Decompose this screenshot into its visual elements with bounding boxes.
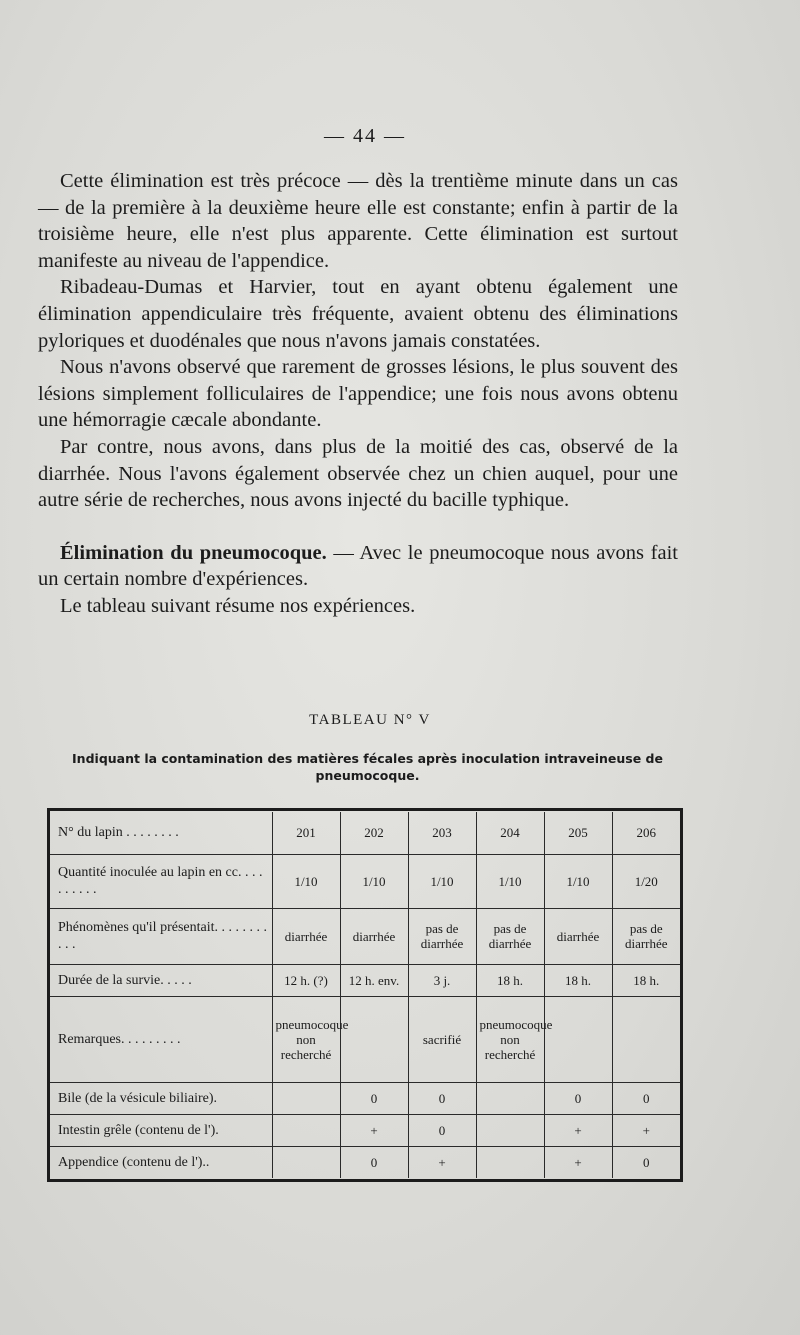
- table-cell: [272, 1146, 340, 1178]
- table-cell: [544, 996, 612, 1082]
- row-label: N° du lapin . . . . . . . .: [50, 812, 272, 854]
- section-text: — Avec le pneumocoque nous avons fait un certain nombre d'expériences.: [38, 541, 678, 591]
- paragraph-lesions: Nous n'avons observé que rarement de grosses lésions, le plus souvent des lésions simplement folliculaires de l'appendice; une fois nous avons obtenu une hémorragie cæcale abondante.: [38, 356, 678, 432]
- table-row: [50, 1082, 680, 1114]
- row-label: Intestin grêle (contenu de l').: [50, 1114, 272, 1146]
- table-cell: 1/10: [340, 854, 408, 908]
- table-cell: 1/10: [408, 854, 476, 908]
- table-cell: [476, 1082, 544, 1114]
- table-cell: 18 h.: [544, 964, 612, 996]
- table-cell: +: [544, 1146, 612, 1178]
- table-cell: +: [612, 1114, 680, 1146]
- table-cell: 204: [476, 812, 544, 854]
- table-cell: +: [340, 1114, 408, 1146]
- table-row: [50, 1114, 680, 1146]
- table-cell: 206: [612, 812, 680, 854]
- table-cell: 0: [612, 1082, 680, 1114]
- body-text: [38, 168, 678, 620]
- table-cell: [272, 1082, 340, 1114]
- table-row: [50, 908, 680, 964]
- table-cell: 0: [340, 1082, 408, 1114]
- table-cell: 0: [408, 1082, 476, 1114]
- table-cell: 0: [544, 1082, 612, 1114]
- table-cell: pas de diarrhée: [612, 908, 680, 964]
- table-cell: diarrhée: [272, 908, 340, 964]
- table-cell: 12 h. env.: [340, 964, 408, 996]
- table-cell: 12 h. (?): [272, 964, 340, 996]
- table-cell: 18 h.: [476, 964, 544, 996]
- row-label: Appendice (contenu de l')..: [50, 1146, 272, 1178]
- table-row: [50, 1146, 680, 1178]
- table-cell: 0: [340, 1146, 408, 1178]
- table-cell: 18 h.: [612, 964, 680, 996]
- table-cell: 0: [612, 1146, 680, 1178]
- row-label: Quantité inoculée au lapin en cc. . . . . . . . . .: [50, 854, 272, 908]
- table-cell: 205: [544, 812, 612, 854]
- page-number: — 44 —: [324, 125, 406, 147]
- table-cell: diarrhée: [544, 908, 612, 964]
- results-table: [50, 812, 680, 1178]
- table-cell: 1/10: [476, 854, 544, 908]
- table-cell: +: [408, 1146, 476, 1178]
- row-label: Remarques. . . . . . . . .: [50, 996, 272, 1082]
- table-cell: pneumocoque non recherché: [476, 996, 544, 1082]
- table-cell: 201: [272, 812, 340, 854]
- row-label: Phénomènes qu'il présentait. . . . . . . . . . .: [50, 908, 272, 964]
- table-cell: +: [544, 1114, 612, 1146]
- section-title: Élimination du pneumocoque.: [60, 541, 327, 564]
- table-cell: 1/20: [612, 854, 680, 908]
- table-row: [50, 964, 680, 996]
- table-cell: 202: [340, 812, 408, 854]
- table-cell: [272, 1114, 340, 1146]
- table-caption: TABLEAU N° V: [309, 712, 431, 728]
- table-cell: 0: [408, 1114, 476, 1146]
- table-cell: pas de diarrhée: [476, 908, 544, 964]
- table-cell: pas de diarrhée: [408, 908, 476, 964]
- table-cell: 1/10: [272, 854, 340, 908]
- table-cell: 1/10: [544, 854, 612, 908]
- table-cell: diarrhée: [340, 908, 408, 964]
- table-cell: [612, 996, 680, 1082]
- paragraph-elimination-timing: Cette élimination est très précoce — dès la trentième minute dans un cas — de la première à la deuxième heure elle est constante; enfin à partir de la troisième heure, elle n'est plus apparente. Cette élimination est surtout manifeste au niveau de l'appendice.: [38, 170, 678, 272]
- row-label: Durée de la survie. . . . .: [50, 964, 272, 996]
- table-cell: [340, 996, 408, 1082]
- section-pneumocoque: [38, 540, 678, 593]
- paragraph-tableau-intro: Le tableau suivant résume nos expériences.: [60, 594, 416, 617]
- table-cell: pneumocoque non recherché: [272, 996, 340, 1082]
- table-cell: [476, 1146, 544, 1178]
- table-cell: 3 j.: [408, 964, 476, 996]
- paragraph-diarrhee: Par contre, nous avons, dans plus de la moitié des cas, observé de la diarrhée. Nous l'avons également observée chez un chien auquel, pour une autre série de recherches, nous avons injecté du bacille typhique.: [38, 435, 678, 512]
- paragraph-ribadeau-dumas: Ribadeau-Dumas et Harvier, tout en ayant obtenu également une élimination appendiculaire très fréquente, avaient obtenu des éliminations pyloriques et duodénales que nous n'avons jamais constatées.: [38, 276, 678, 352]
- table-row: [50, 812, 680, 854]
- row-label: Bile (de la vésicule biliaire).: [50, 1082, 272, 1114]
- table-cell: sacrifié: [408, 996, 476, 1082]
- table-row: [50, 996, 680, 1082]
- table-cell: 203: [408, 812, 476, 854]
- table-cell: [476, 1114, 544, 1146]
- table-row: [50, 854, 680, 908]
- table-subcaption: Indiquant la contamination des matières fécales après inoculation intraveineuse de pneumocoque.: [72, 751, 663, 783]
